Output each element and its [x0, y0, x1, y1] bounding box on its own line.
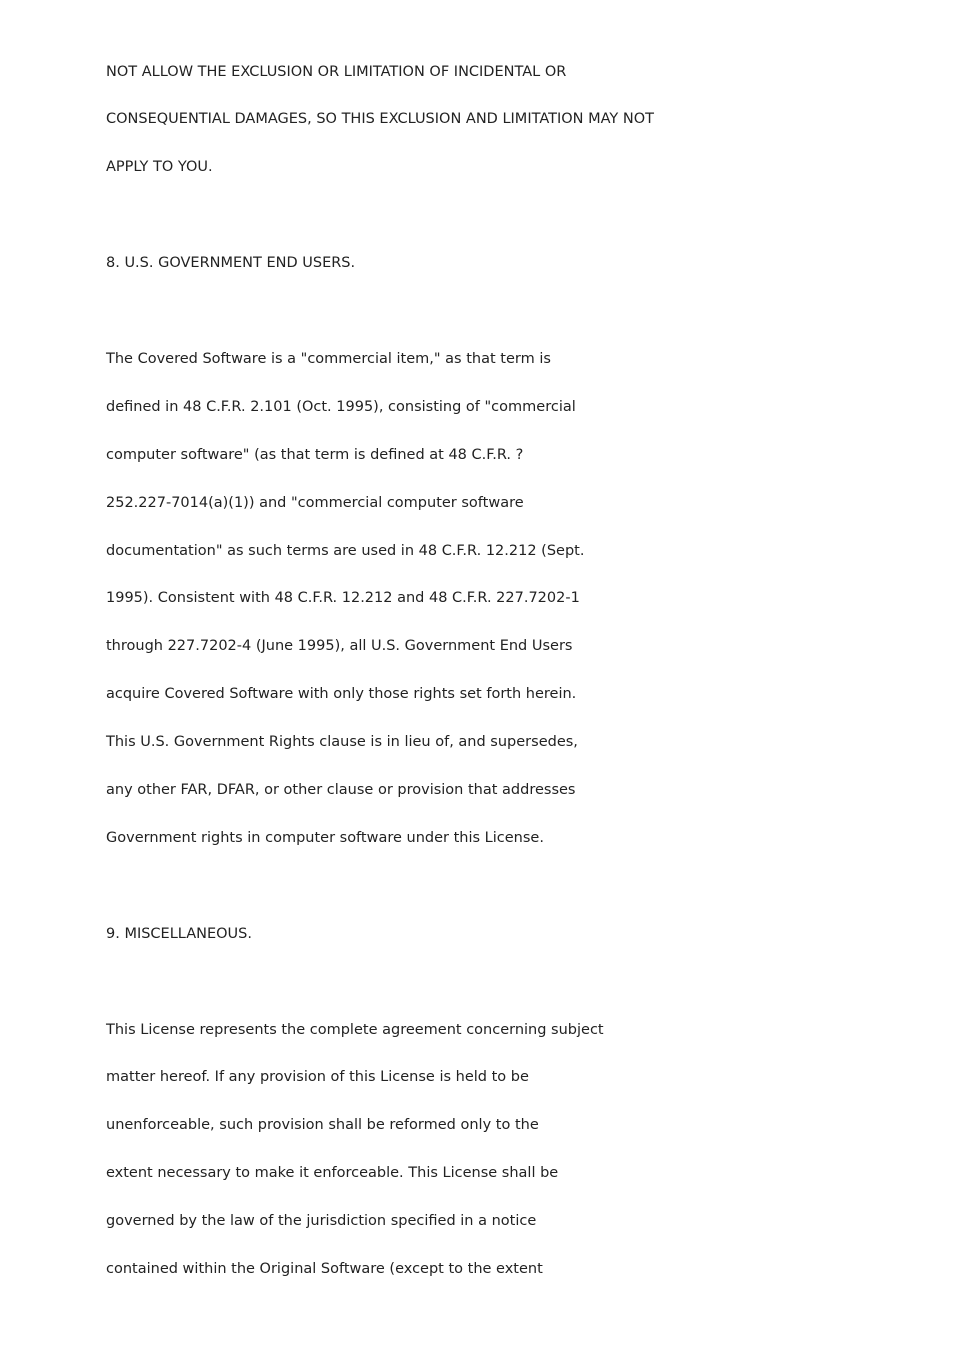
section-heading: 8. U.S. GOVERNMENT END USERS.	[106, 255, 356, 271]
text-line: CONSEQUENTIAL DAMAGES, SO THIS EXCLUSION AND LIMITATION MAY NOT	[106, 111, 655, 127]
text-line: This License represents the complete agreement concerning subject	[106, 1022, 604, 1038]
text-line: acquire Covered Software with only those rights set forth herein.	[106, 686, 577, 702]
text-line: 252.227-7014(a)(1)) and "commercial computer software	[106, 495, 524, 511]
text-line: defined in 48 C.F.R. 2.101 (Oct. 1995), consisting of "commercial	[106, 399, 576, 415]
text-line: contained within the Original Software (except to the extent	[106, 1261, 543, 1277]
text-line: through 227.7202-4 (June 1995), all U.S. Government End Users	[106, 638, 573, 654]
text-line: any other FAR, DFAR, or other clause or provision that addresses	[106, 782, 576, 798]
text-line: 1995). Consistent with 48 C.F.R. 12.212 and 48 C.F.R. 227.7202-1	[106, 590, 580, 606]
text-line: The Covered Software is a "commercial item," as that term is	[106, 351, 551, 367]
text-line: matter hereof. If any provision of this License is held to be	[106, 1069, 529, 1085]
text-line: APPLY TO YOU.	[106, 159, 213, 175]
text-line: Government rights in computer software under this License.	[106, 830, 544, 846]
text-line: computer software" (as that term is defined at 48 C.F.R. ?	[106, 447, 524, 463]
text-line: NOT ALLOW THE EXCLUSION OR LIMITATION OF INCIDENTAL OR	[106, 64, 567, 80]
text-line: extent necessary to make it enforceable. This License shall be	[106, 1165, 559, 1181]
text-line: governed by the law of the jurisdiction specified in a notice	[106, 1213, 537, 1229]
text-line: unenforceable, such provision shall be reformed only to the	[106, 1117, 539, 1133]
text-line: This U.S. Government Rights clause is in lieu of, and supersedes,	[106, 734, 578, 750]
text-line: documentation" as such terms are used in 48 C.F.R. 12.212 (Sept.	[106, 543, 585, 559]
section-heading: 9. MISCELLANEOUS.	[106, 926, 252, 942]
